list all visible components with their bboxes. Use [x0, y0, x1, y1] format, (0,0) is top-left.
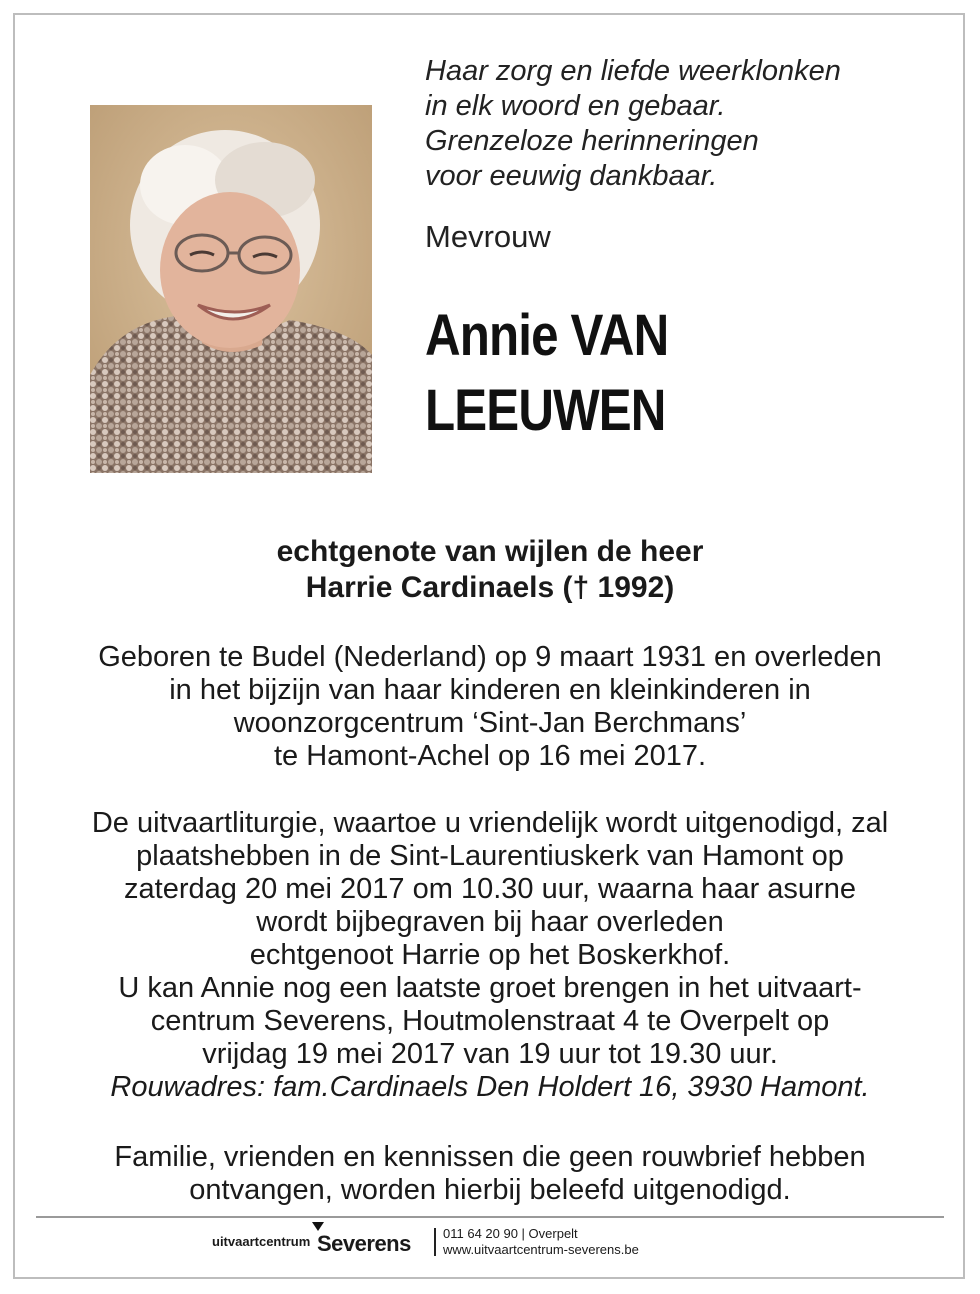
- paragraph-line: in het bijzijn van haar kinderen en kleinkinderen in: [169, 674, 811, 706]
- paragraph-line: Geboren te Budel (Nederland) op 9 maart 1931 en overleden: [98, 641, 882, 673]
- footer-brand: Severens: [317, 1231, 411, 1256]
- poem-line: Grenzeloze herinneringen: [425, 125, 759, 157]
- name-line-2: LEEUWEN: [425, 378, 666, 443]
- paragraph-line: U kan Annie nog een laatste groet brengen in het uitvaart-: [118, 972, 862, 1004]
- paragraph-line: vrijdag 19 mei 2017 van 19 uur tot 19.30 uur.: [202, 1038, 778, 1070]
- footer-divider: [36, 1216, 944, 1218]
- birth-death-paragraph: [0, 641, 980, 773]
- poem-line: Haar zorg en liefde weerklonken: [425, 55, 841, 87]
- name-line-1: Annie VAN: [425, 303, 669, 368]
- poem-line: in elk woord en gebaar.: [425, 90, 726, 122]
- paragraph-line: wordt bijbegraven bij haar overleden: [256, 906, 724, 938]
- poem-line: voor eeuwig dankbaar.: [425, 160, 718, 192]
- memorial-poem: [425, 54, 841, 194]
- paragraph-line: centrum Severens, Houtmolenstraat 4 te Overpelt op: [150, 1005, 830, 1037]
- paragraph-line: De uitvaartliturgie, waartoe u vriendelijk wordt uitgenodigd, zal: [91, 807, 889, 839]
- footer-website[interactable]: www.uitvaartcentrum-severens.be: [443, 1242, 639, 1257]
- paragraph-line: ontvangen, worden hierbij beleefd uitgenodigd.: [189, 1174, 791, 1206]
- footer-contact: [443, 1226, 639, 1258]
- brand-triangle-icon: [312, 1222, 324, 1231]
- paragraph-line: echtgenoot Harrie op het Boskerkhof.: [249, 939, 731, 971]
- portrait-photo: [90, 105, 372, 473]
- relation-line-2: Harrie Cardinaels († 1992): [305, 571, 675, 604]
- paragraph-line: woonzorgcentrum ‘Sint-Jan Berchmans’: [233, 707, 747, 739]
- paragraph-line: zaterdag 20 mei 2017 om 10.30 uur, waarna haar asurne: [124, 873, 856, 905]
- relation-text: [0, 534, 980, 606]
- paragraph-line: plaatshebben in de Sint-Laurentiuskerk van Hamont op: [136, 840, 844, 872]
- paragraph-line: Familie, vrienden en kennissen die geen rouwbrief hebben: [114, 1141, 866, 1173]
- mourning-address: Rouwadres: fam.Cardinaels Den Holdert 16, 3930 Hamont.: [110, 1071, 870, 1103]
- salutation: Mevrouw: [425, 219, 551, 254]
- invitation-paragraph: [0, 1141, 980, 1207]
- relation-line-1: echtgenote van wijlen de heer: [276, 535, 704, 568]
- footer-separator: [434, 1228, 436, 1256]
- funeral-home-footer: [0, 1222, 980, 1262]
- funeral-paragraph: [0, 807, 980, 1104]
- footer-prefix: uitvaartcentrum: [212, 1234, 311, 1249]
- paragraph-line: te Hamont-Achel op 16 mei 2017.: [273, 740, 707, 772]
- deceased-name: [425, 298, 668, 448]
- footer-phone: 011 64 20 90 | Overpelt: [443, 1226, 578, 1241]
